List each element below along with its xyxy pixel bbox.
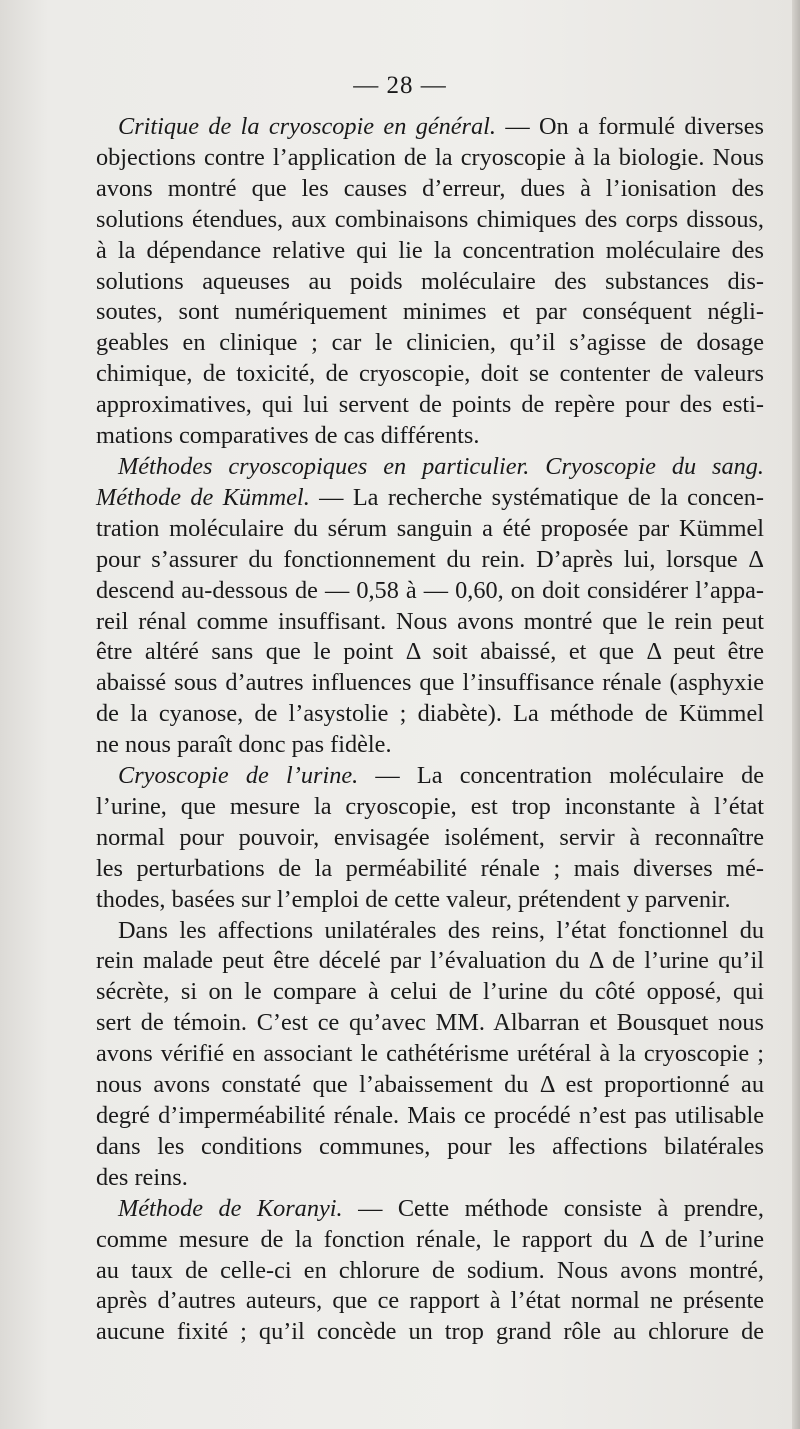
text-line: objections contre l’application de la cryoscopie à la biologie. Nous <box>96 143 764 171</box>
section-heading: Méthode de Koranyi. <box>118 1194 343 1222</box>
page-number: — 28 — <box>353 72 447 99</box>
text-line: après d’autres auteurs, que ce rapport à l’état normal ne présente <box>96 1287 764 1315</box>
text-line: les perturbations de la perméabilité rénale ; mais diverses mé- <box>96 854 764 882</box>
text-line: de la cyanose, de l’asystolie ; diabète). La méthode de Kümmel <box>96 700 764 728</box>
subsection-heading: Méthode de Kümmel. <box>96 483 310 511</box>
text-line: dans les conditions communes, pour les affections bilatérales <box>96 1132 764 1160</box>
text-line: soutes, sont numériquement minimes et par conséquent négli- <box>96 298 764 326</box>
text-line: Critique de la cryoscopie en général. — On a formulé diverses <box>118 113 764 140</box>
text-line: pour s’assurer du fonctionnement du rein. D’après lui, lorsque Δ <box>96 545 764 573</box>
paragraph-affections <box>96 916 764 1194</box>
text-line: degré d’imperméabilité rénale. Mais ce procédé n’est pas utilisable <box>96 1102 764 1129</box>
text-line: comme mesure de la fonction rénale, le rapport du Δ de l’urine <box>96 1225 764 1253</box>
text-line: ne nous paraît donc pas fidèle. <box>96 731 392 759</box>
section-heading: Méthodes cryoscopiques en particulier. Cryoscopie du sang. <box>118 452 764 480</box>
section-heading: Cryoscopie de l’urine. <box>118 762 359 790</box>
section-heading: Critique de la cryoscopie en général. <box>118 113 496 140</box>
text-line: geables en clinique ; car le clinicien, qu’il s’agisse de dosage <box>96 329 764 357</box>
text-line: nous avons constaté que l’abaissement du Δ est proportionné au <box>96 1071 764 1099</box>
text-line: chimique, de toxicité, de cryoscopie, doit se contenter de valeurs <box>96 360 764 388</box>
text-line: descend au-dessous de — 0,58 à — 0,60, on doit considérer l’appa- <box>96 576 764 604</box>
paragraph-koranyi <box>96 1194 764 1349</box>
text-line: Dans les affections unilatérales des reins, l’état fonctionnel du <box>118 916 764 944</box>
text-line: avons montré que les causes d’erreur, dues à l’ionisation des <box>96 174 764 202</box>
text-line: l’urine, que mesure la cryoscopie, est trop inconstante à l’état <box>96 792 764 820</box>
paragraph-critique <box>96 112 764 452</box>
text-line: être altéré sans que le point Δ soit abaissé, et que Δ peut être <box>96 638 764 666</box>
text-line: à la dépendance relative qui lie la concentration moléculaire des <box>96 236 764 264</box>
text-line: Méthode de Koranyi. — Cette méthode consiste à prendre, <box>118 1194 764 1222</box>
text-line: solutions aqueuses au poids moléculaire des substances dis- <box>96 267 764 295</box>
text-line: tration moléculaire du sérum sanguin a été proposée par Kümmel <box>96 514 764 542</box>
body-text <box>96 112 764 1348</box>
paragraph-urine <box>96 761 764 916</box>
text-line: au taux de celle-ci en chlorure de sodium. Nous avons montré, <box>96 1256 764 1284</box>
text-line: avons vérifié en associant le cathétérisme urétéral à la cryoscopie ; <box>96 1040 764 1068</box>
text-line: sécrète, si on le compare à celui de l’urine du côté opposé, qui <box>96 978 764 1006</box>
text-line: Méthode de Kümmel. — La recherche systématique de la concen- <box>96 483 764 511</box>
text-line: abaissé sous d’autres influences que l’insuffisance rénale (asphyxie <box>96 669 764 697</box>
text-line: aucune fixité ; qu’il concède un trop grand rôle au chlorure de <box>96 1318 764 1346</box>
page-edge <box>792 0 800 1429</box>
text-line: rein malade peut être décelé par l’évaluation du Δ de l’urine qu’il <box>96 947 764 975</box>
text-line: reil rénal comme insuffisant. Nous avons montré que le rein peut <box>96 607 764 635</box>
text-line: Cryoscopie de l’urine. — La concentration moléculaire de <box>118 762 764 790</box>
paragraph-methodes <box>96 452 764 761</box>
text-line: approximatives, qui lui servent de points de repère pour des esti- <box>96 391 764 419</box>
text-line: solutions étendues, aux combinaisons chimiques des corps dissous, <box>96 205 764 233</box>
text-line: thodes, basées sur l’emploi de cette valeur, prétendent y parvenir. <box>96 885 731 913</box>
text-line: des reins. <box>96 1163 188 1191</box>
text-line: sert de témoin. C’est ce qu’avec MM. Albarran et Bousquet nous <box>96 1009 764 1037</box>
text-line: mations comparatives de cas différents. <box>96 422 480 450</box>
text-line: normal pour pouvoir, envisagée isolément, servir à reconnaître <box>96 823 764 851</box>
